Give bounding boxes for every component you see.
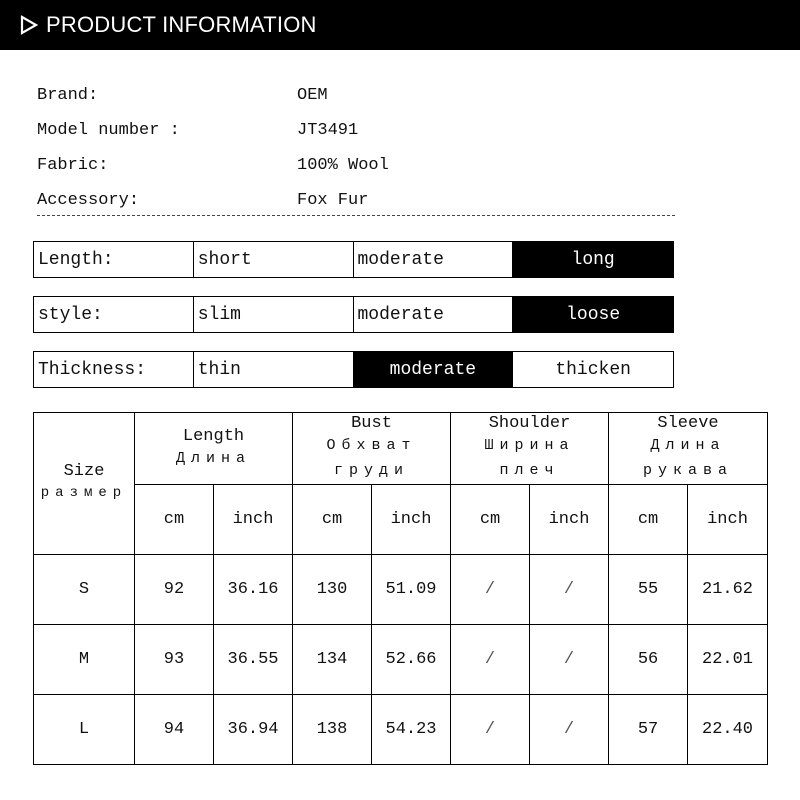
unit-cm: cm bbox=[451, 485, 530, 555]
length-option-row bbox=[33, 241, 674, 278]
info-row-fabric bbox=[37, 148, 677, 183]
value-cell: / bbox=[530, 695, 609, 765]
style-option-slim: slim bbox=[194, 297, 354, 332]
group-header-en: Shoulder bbox=[488, 414, 571, 433]
size-header-cell bbox=[34, 413, 135, 555]
table-row bbox=[34, 625, 768, 695]
info-label: Model number : bbox=[37, 121, 180, 140]
header-bar bbox=[0, 0, 800, 50]
value-cell: 56 bbox=[609, 625, 688, 695]
info-label: Fabric: bbox=[37, 156, 109, 175]
dashed-divider bbox=[37, 215, 675, 216]
value-cell: / bbox=[530, 555, 609, 625]
size-chart-table bbox=[33, 412, 768, 765]
style-option-moderate: moderate bbox=[354, 297, 514, 332]
info-value: OEM bbox=[297, 86, 328, 105]
group-header-ru: Длина bbox=[176, 449, 252, 467]
size-header-ru: размер bbox=[40, 485, 128, 501]
group-header-en: Bust bbox=[351, 414, 392, 433]
length-option-short: short bbox=[194, 242, 354, 277]
info-label: Accessory: bbox=[37, 191, 140, 210]
style-option-row bbox=[33, 296, 674, 333]
info-row-brand bbox=[37, 78, 677, 113]
page-title: PRODUCT INFORMATION bbox=[46, 12, 317, 37]
group-header-ru: Длина рукава bbox=[643, 437, 734, 479]
bust-header-cell bbox=[293, 413, 451, 485]
play-triangle-outline-icon bbox=[20, 15, 38, 35]
length-option-moderate: moderate bbox=[354, 242, 514, 277]
info-row-model bbox=[37, 113, 677, 148]
length-header-cell bbox=[135, 413, 293, 485]
unit-inch: inch bbox=[688, 485, 768, 555]
info-value: 100% Wool bbox=[297, 156, 389, 175]
value-cell: / bbox=[530, 625, 609, 695]
table-row bbox=[34, 695, 768, 765]
unit-inch: inch bbox=[530, 485, 609, 555]
thickness-option-moderate-selected: moderate bbox=[354, 352, 514, 387]
value-cell: 36.16 bbox=[214, 555, 293, 625]
value-cell: 36.94 bbox=[214, 695, 293, 765]
table-header-row bbox=[34, 413, 768, 485]
value-cell: 55 bbox=[609, 555, 688, 625]
value-cell: 21.62 bbox=[688, 555, 768, 625]
thickness-option-thin: thin bbox=[194, 352, 354, 387]
size-header-en: Size bbox=[63, 462, 105, 481]
product-info-list bbox=[37, 78, 677, 218]
unit-cm: cm bbox=[293, 485, 372, 555]
thickness-option-thicken: thicken bbox=[555, 359, 631, 380]
style-label: style: bbox=[34, 297, 194, 332]
info-value: Fox Fur bbox=[297, 191, 369, 210]
info-value: JT3491 bbox=[297, 121, 359, 140]
value-cell: / bbox=[451, 625, 530, 695]
value-cell: 52.66 bbox=[372, 625, 451, 695]
unit-inch: inch bbox=[372, 485, 451, 555]
length-option-long-selected: long bbox=[513, 242, 673, 277]
unit-cm: cm bbox=[609, 485, 688, 555]
length-label: Length: bbox=[34, 242, 194, 277]
size-cell: S bbox=[34, 555, 135, 625]
value-cell: / bbox=[451, 555, 530, 625]
group-header-en: Sleeve bbox=[657, 414, 719, 433]
shoulder-header-cell bbox=[451, 413, 609, 485]
value-cell: 57 bbox=[609, 695, 688, 765]
value-cell: 138 bbox=[293, 695, 372, 765]
value-cell: / bbox=[451, 695, 530, 765]
unit-header-row bbox=[34, 485, 768, 555]
value-cell: 22.01 bbox=[688, 625, 768, 695]
thickness-option-row bbox=[33, 351, 674, 388]
value-cell: 22.40 bbox=[688, 695, 768, 765]
info-row-accessory bbox=[37, 183, 677, 218]
style-option-loose-selected: loose bbox=[513, 297, 673, 332]
value-cell: 134 bbox=[293, 625, 372, 695]
value-cell: 92 bbox=[135, 555, 214, 625]
value-cell: 130 bbox=[293, 555, 372, 625]
group-header-ru: Ширина плеч bbox=[484, 437, 575, 479]
size-cell: L bbox=[34, 695, 135, 765]
sleeve-header-cell bbox=[609, 413, 768, 485]
value-cell: 54.23 bbox=[372, 695, 451, 765]
value-cell: 93 bbox=[135, 625, 214, 695]
unit-cm: cm bbox=[135, 485, 214, 555]
group-header-ru: Обхват груди bbox=[326, 437, 417, 479]
table-row bbox=[34, 555, 768, 625]
value-cell: 51.09 bbox=[372, 555, 451, 625]
value-cell: 36.55 bbox=[214, 625, 293, 695]
value-cell: 94 bbox=[135, 695, 214, 765]
unit-inch: inch bbox=[214, 485, 293, 555]
info-label: Brand: bbox=[37, 86, 99, 105]
group-header-en: Length bbox=[182, 426, 245, 446]
thickness-label: Thickness: bbox=[34, 352, 194, 387]
size-cell: M bbox=[34, 625, 135, 695]
